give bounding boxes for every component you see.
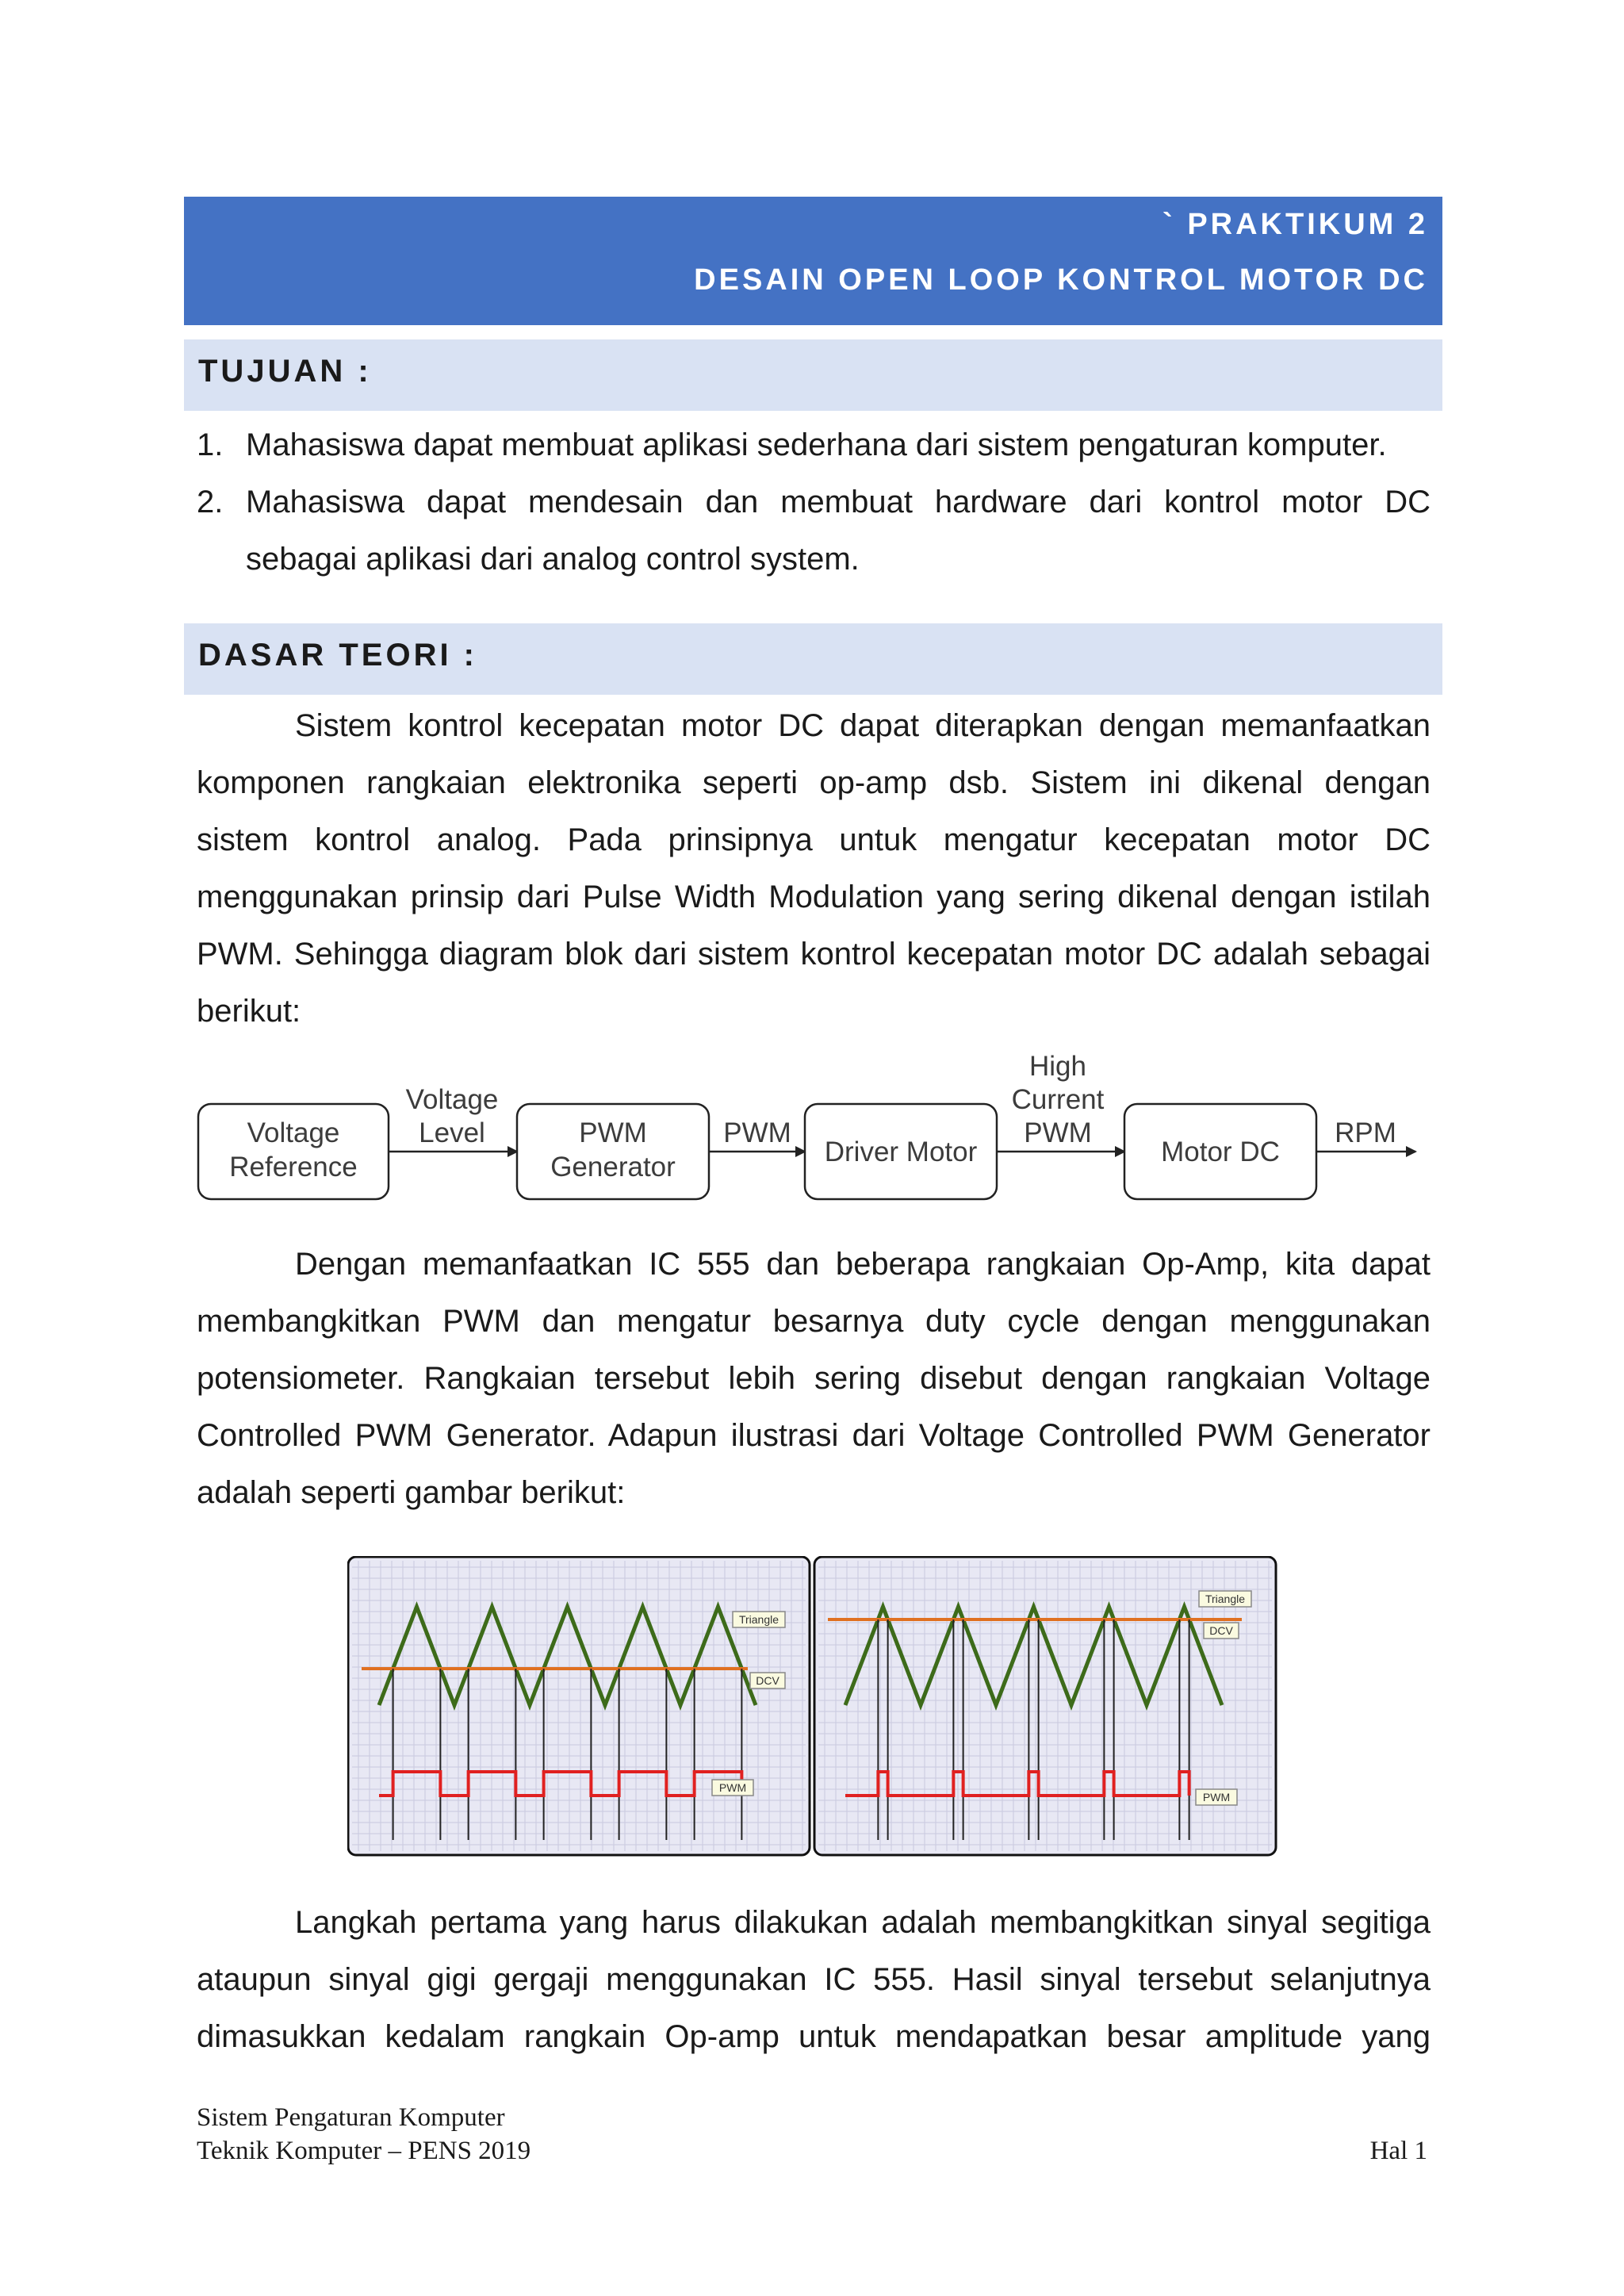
block-pwm-generator bbox=[517, 1104, 709, 1199]
paragraph-line: ataupun sinyal gigi gergaji menggunakan IC 555. Hasil sinyal tersebut selanjutnya bbox=[197, 1962, 1431, 1997]
section-title: DASAR TEORI : bbox=[198, 638, 477, 673]
block-label: Generator bbox=[550, 1152, 676, 1182]
paragraph-line: Sistem kontrol kecepatan motor DC dapat diterapkan dengan memanfaatkan bbox=[295, 708, 1431, 743]
paragraph-line: Controlled PWM Generator. Adapun ilustrasi dari Voltage Controlled PWM Generator bbox=[197, 1418, 1431, 1453]
arrow-label: Current bbox=[1011, 1084, 1105, 1115]
footer-department: Teknik Komputer – PENS 2019 bbox=[197, 2137, 531, 2165]
block-motor-dc bbox=[1124, 1104, 1316, 1199]
block-voltage-reference bbox=[198, 1104, 389, 1199]
waveform-panel-1 bbox=[348, 1557, 810, 1855]
paragraph-line: komponen rangkaian elektronika seperti op-amp dsb. Sistem ini dikenal dengan bbox=[197, 765, 1431, 800]
list-text: Mahasiswa dapat mendesain dan membuat hardware dari kontrol motor DC bbox=[246, 485, 1431, 519]
pwm-waveform-figure bbox=[347, 1556, 1278, 1857]
list-number: 2. bbox=[197, 485, 224, 519]
praktikum-number: ` PRAKTIKUM 2 bbox=[1162, 208, 1428, 241]
page-number: Hal 1 bbox=[1369, 2137, 1427, 2165]
paragraph-line: Langkah pertama yang harus dilakukan adalah membangkitkan sinyal segitiga bbox=[295, 1905, 1431, 1940]
praktikum-title: DESAIN OPEN LOOP KONTROL MOTOR DC bbox=[694, 263, 1428, 297]
triangle-label: Triangle bbox=[738, 1613, 779, 1626]
block-label: Driver Motor bbox=[824, 1137, 978, 1167]
list-text: Mahasiswa dapat membuat aplikasi sederhana dari sistem pengaturan komputer. bbox=[246, 427, 1387, 462]
paragraph-line: Dengan memanfaatkan IC 555 dan beberapa rangkaian Op-Amp, kita dapat bbox=[295, 1247, 1431, 1282]
arrow-label: PWM bbox=[1024, 1117, 1092, 1148]
paragraph-line: potensiometer. Rangkaian tersebut lebih sering disebut dengan rangkaian Voltage bbox=[197, 1361, 1431, 1396]
paragraph-line: berikut: bbox=[197, 994, 301, 1029]
pwm-label: PWM bbox=[1202, 1791, 1231, 1803]
paragraph-line: sistem kontrol analog. Pada prinsipnya untuk mengatur kecepatan motor DC bbox=[197, 822, 1431, 857]
paragraph-line: menggunakan prinsip dari Pulse Width Modulation yang sering dikenal dengan istilah bbox=[197, 880, 1431, 914]
block-driver-motor bbox=[805, 1104, 997, 1199]
list-text: sebagai aplikasi dari analog control system. bbox=[246, 542, 860, 577]
paragraph-line: dimasukkan kedalam rangkain Op-amp untuk mendapatkan besar amplitude yang bbox=[197, 2019, 1431, 2054]
waveform-panel-2 bbox=[814, 1557, 1276, 1855]
arrow-label: Voltage bbox=[405, 1084, 499, 1115]
block-label: Reference bbox=[229, 1152, 358, 1182]
triangle-label: Triangle bbox=[1205, 1593, 1246, 1605]
pwm-label: PWM bbox=[718, 1781, 747, 1794]
dcv-label: DCV bbox=[1209, 1624, 1233, 1637]
dcv-label: DCV bbox=[756, 1674, 779, 1687]
footer-course: Sistem Pengaturan Komputer bbox=[197, 2103, 505, 2132]
paragraph-line: membangkitkan PWM dan mengatur besarnya duty cycle dengan menggunakan bbox=[197, 1304, 1431, 1339]
list-number: 1. bbox=[197, 427, 224, 462]
panel-frame bbox=[348, 1557, 810, 1855]
block-label: Motor DC bbox=[1161, 1137, 1280, 1167]
block-label: PWM bbox=[579, 1117, 647, 1148]
arrow-label: RPM bbox=[1335, 1117, 1396, 1148]
paragraph-line: adalah seperti gambar berikut: bbox=[197, 1475, 626, 1510]
paragraph-line: PWM. Sehingga diagram blok dari sistem kontrol kecepatan motor DC adalah sebagai bbox=[197, 937, 1431, 972]
arrow-label: PWM bbox=[723, 1117, 791, 1148]
arrow-label: High bbox=[1029, 1051, 1086, 1082]
block-label: Voltage bbox=[247, 1117, 340, 1148]
arrow-label: Level bbox=[419, 1117, 485, 1148]
section-title: TUJUAN : bbox=[198, 354, 372, 389]
